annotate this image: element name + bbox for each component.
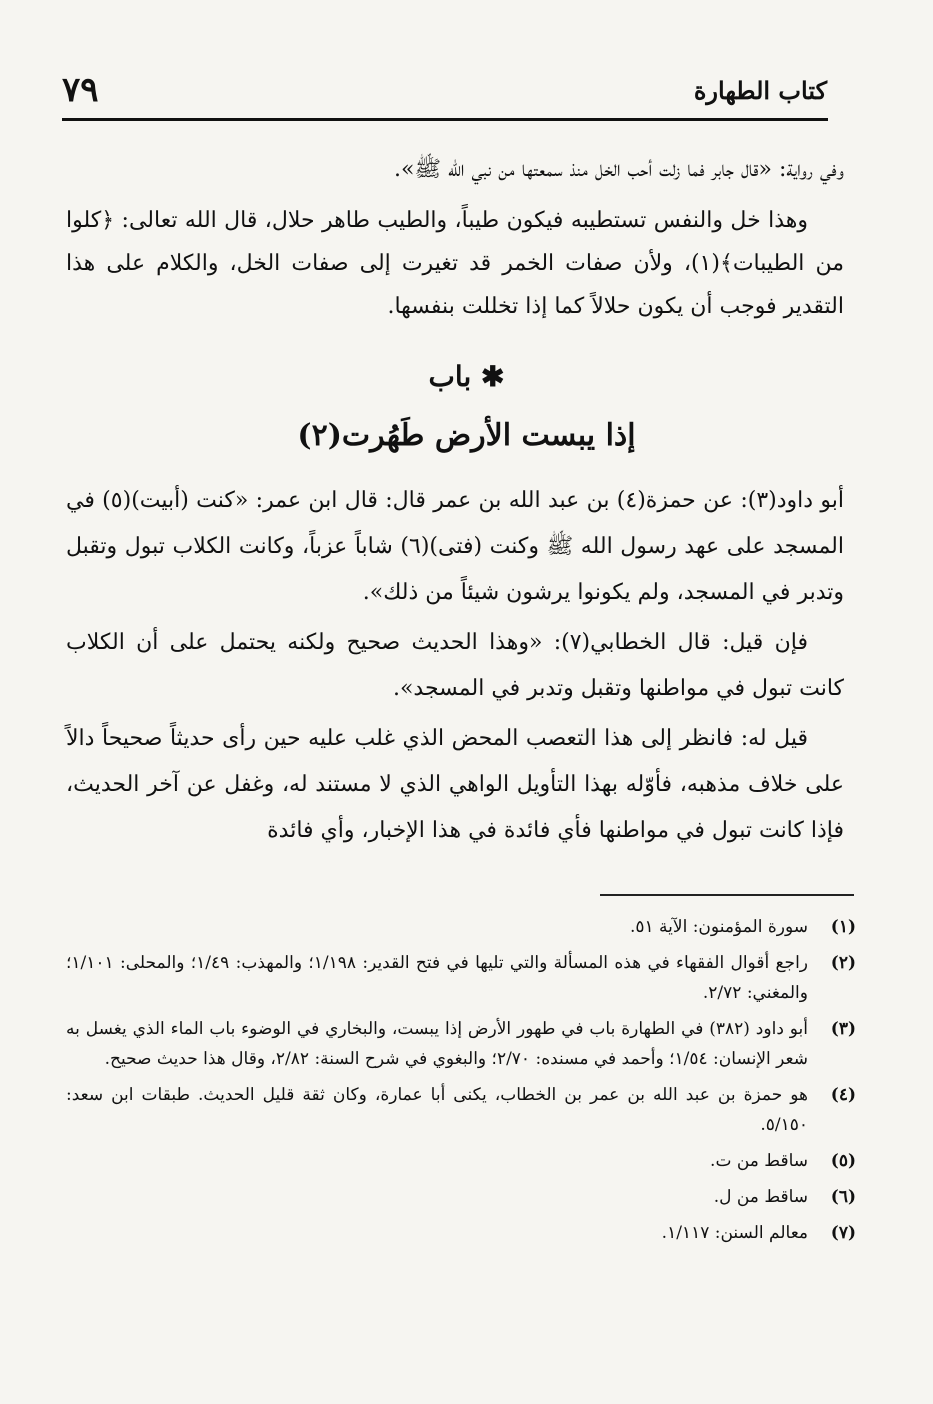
footnote-number: (٢): [830, 953, 856, 973]
footnote-text: ساقط من ت.: [710, 1151, 808, 1171]
star-ornament: ✱: [471, 360, 505, 393]
paragraph: فإن قيل: قال الخطابي(٧): «وهذا الحديث صحيح ولكنه يحتمل على أن الكلاب كانت تبول في مواطنها وتقبل وتدبر في المسجد».: [66, 630, 844, 701]
paragraph: وفي رواية: «قال جابر فما زلت أحب الخل منذ سمعتها من نبي الله ﷺ».: [394, 157, 844, 182]
chapter-title: كتاب الطهارة: [693, 76, 827, 105]
footnote: [66, 1014, 856, 1074]
paragraph: وهذا خل والنفس تستطيبه فيكون طيباً، والطيب طاهر حلال، قال الله تعالى: ﴿كلوا من الطيبات﴾(١)، ولأن صفات الخمر قد تغيرت إلى صفات الخل، والكلام على هذا التقدير فوجب أن يكون حلالاً كما إذا تخللت بنفسها.: [66, 208, 844, 319]
running-header: [62, 70, 827, 114]
footnotes: [66, 912, 856, 1254]
footnote: [66, 948, 856, 1008]
footnote-text: ساقط من ل.: [713, 1187, 808, 1207]
footnote: [66, 1080, 856, 1140]
footnote-rule: [600, 894, 854, 896]
footnote-text: هو حمزة بن عبد الله بن عمر بن الخطاب، يكنى أبا عمارة، وكان ثقة قليل الحديث. طبقات ابن سعد: ٥/١٥٠.: [66, 1085, 808, 1135]
header-rule: [62, 118, 828, 121]
footnote-number: (٦): [830, 1187, 856, 1207]
bab-label: باب: [428, 360, 472, 393]
footnote-number: (٧): [830, 1223, 856, 1243]
section-text: [66, 478, 844, 858]
intro-text: [66, 148, 844, 336]
section-title: إذا يبست الأرض طَهُرت(٢): [297, 418, 636, 453]
section-label: [0, 360, 933, 393]
paragraph: أبو داود(٣): عن حمزة(٤) بن عبد الله بن عمر قال: قال ابن عمر: «كنت (أبيت)(٥) في المسجد على عهد رسول الله ﷺ وكنت (فتى)(٦) شاباً عزباً، وكانت الكلاب تبول وتقبل وتدبر في المسجد، ولم يكونوا يرشون شيئاً من ذلك».: [66, 488, 845, 605]
footnote: [66, 1146, 856, 1176]
footnote-number: (٥): [830, 1151, 856, 1171]
footnote: [66, 1218, 856, 1248]
footnote: [66, 912, 856, 942]
footnote-text: سورة المؤمنون: الآية ٥١.: [629, 917, 808, 937]
footnote-text: راجع أقوال الفقهاء في هذه المسألة والتي تليها في فتح القدير: ١/١٩٨؛ والمهذب: ١/٤٩؛ والمحلى: ١/١٠١؛ والمغني: ٢/٧٢.: [66, 953, 808, 1003]
footnote-number: (٣): [830, 1019, 856, 1039]
footnote-text: معالم السنن: ١/١١٧.: [661, 1223, 808, 1243]
page-number: ٧٩: [62, 70, 99, 110]
footnote: [66, 1182, 856, 1212]
footnote-number: (٤): [830, 1085, 856, 1105]
footnote-text: أبو داود (٣٨٢) في الطهارة باب في طهور الأرض إذا يبست، والبخاري في الوضوء باب الماء الذي يغسل به شعر الإنسان: ١/٥٤؛ وأحمد في مسنده: ٢/٧٠؛ والبغوي في شرح السنة: ٢/٨٢، وقال هذا حديث صحيح.: [66, 1019, 809, 1069]
paragraph: قيل له: فانظر إلى هذا التعصب المحض الذي غلب عليه حين رأى حديثاً صحيحاً دالاً على خلاف مذهبه، فأوّله بهذا التأويل الواهي الذي لا مستند له، وغفل عن آخر الحديث، فإذا كانت تبول في مواطنها فأي فائدة في هذا الإخبار، وأي فائدة: [66, 726, 844, 843]
footnote-number: (١): [830, 917, 856, 937]
